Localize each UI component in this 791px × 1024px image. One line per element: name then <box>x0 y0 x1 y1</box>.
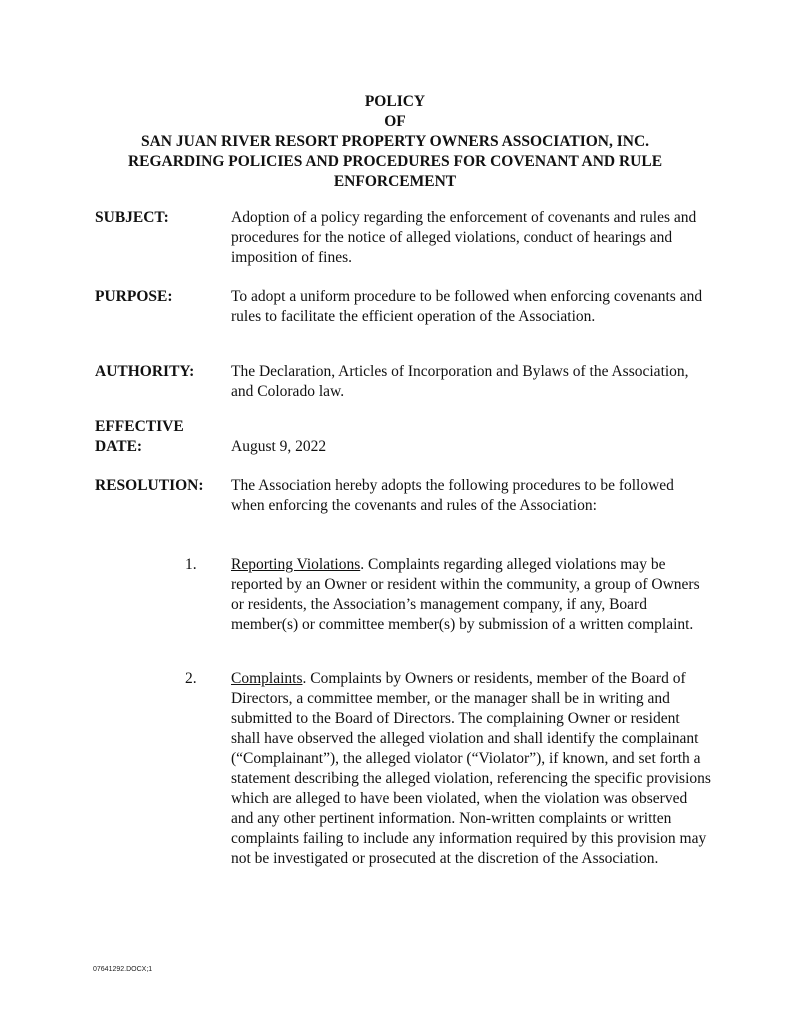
authority-label: AUTHORITY: <box>95 363 195 380</box>
item-text <box>231 669 711 869</box>
subject-text: Adoption of a policy regarding the enforcement of covenants and rules and procedures for the notice of alleged violations, conduct of hearings and imposition of fines. <box>231 209 697 266</box>
authority-text: The Declaration, Articles of Incorporation and Bylaws of the Association, and Colorado law. <box>231 363 689 400</box>
item-heading: Complaints <box>231 670 303 687</box>
title-line-of: OF <box>384 113 406 130</box>
document-id-footer: 07641292.DOCX;1 <box>93 966 153 973</box>
purpose-text: To adopt a uniform procedure to be followed when enforcing covenants and rules to facilitate the efficient operation of the Association. <box>231 288 703 325</box>
title-line-association: SAN JUAN RIVER RESORT PROPERTY OWNERS ASSOCIATION, INC. <box>140 133 650 150</box>
item-body: . Complaints regarding alleged violations may be reported by an Owner or resident within the community, a group of Owners or residents, the Association’s management company, if any, Board member(s) or committee member(s) by submission of a written complaint. <box>231 556 700 633</box>
item-text <box>231 555 711 635</box>
item-number: 1. <box>185 556 197 573</box>
purpose-label: PURPOSE: <box>95 288 173 305</box>
title-line-regarding: REGARDING POLICIES AND PROCEDURES FOR COVENANT AND RULE <box>127 153 663 170</box>
title-line-policy: POLICY <box>364 93 426 110</box>
effective-label-line1: EFFECTIVE <box>95 418 184 435</box>
resolution-label: RESOLUTION: <box>95 477 204 494</box>
effective-date-text: August 9, 2022 <box>231 438 327 455</box>
document-title <box>95 92 695 192</box>
item-body: . Complaints by Owners or residents, member of the Board of Directors, a committee member, or the manager shall be in writing and submitted to the Board of Directors. The complaining Owner or resident shall have observed the alleged violation and shall identify the complainant (“Complainant”), the alleged violator (“Violator”), if known, and set forth a statement describing the alleged violation, referencing the specific provisions which are alleged to have been violated, when the violation was observed and any other pertinent information. Non-written complaints or written complaints failing to include any information required by this provision may not be investigated or prosecuted at the discretion of the Association. <box>231 670 711 867</box>
title-line-enforcement: ENFORCEMENT <box>333 173 457 190</box>
resolution-text: The Association hereby adopts the following procedures to be followed when enforcing the covenants and rules of the Association: <box>231 477 674 514</box>
item-heading: Reporting Violations <box>231 556 361 573</box>
subject-label: SUBJECT: <box>95 209 169 226</box>
effective-label-line2: DATE: <box>95 438 143 455</box>
item-number: 2. <box>185 670 197 687</box>
effective-label <box>95 417 225 457</box>
